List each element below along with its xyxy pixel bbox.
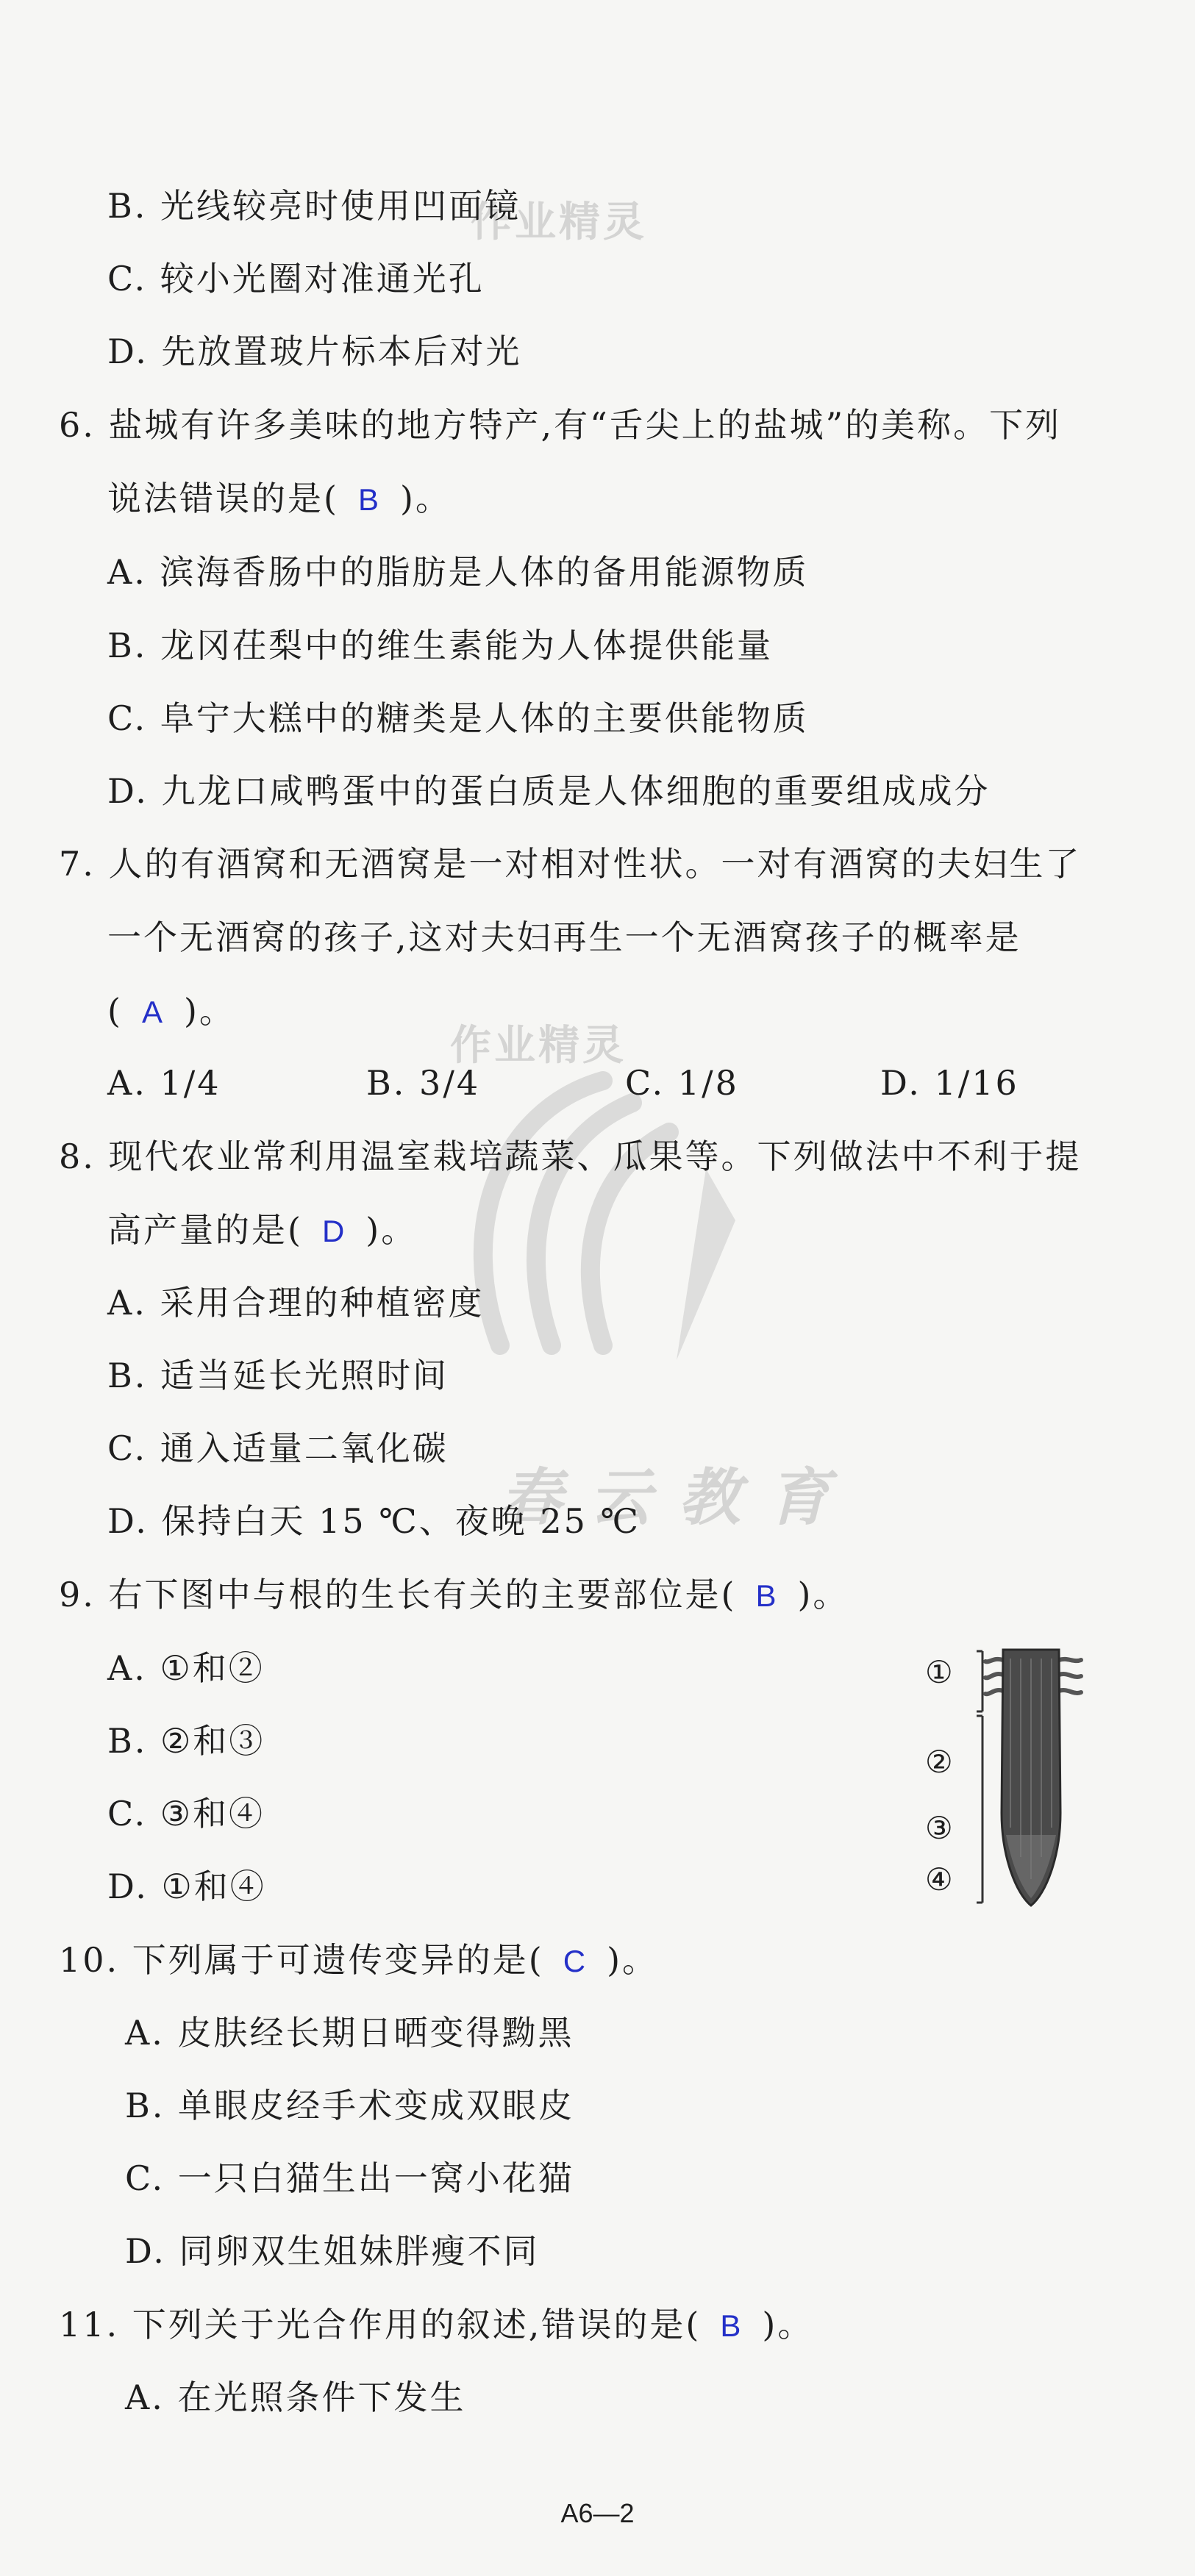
q10-stem (59, 1938, 658, 1983)
q7-option-b: B. 3/4 (366, 1063, 481, 1103)
root-label-2: ② (925, 1744, 953, 1780)
q7-stem-line2: 一个无酒窝的孩子,这对夫妇再生一个无酒窝孩子的概率是 (107, 917, 1021, 957)
q11-stem (59, 2303, 813, 2348)
q5-option-d: D. 先放置玻片标本后对光 (107, 332, 522, 371)
q8-stem-line2 (107, 1208, 417, 1253)
q6-option-d: D. 九龙口咸鸭蛋中的蛋白质是人体细胞的重要组成成分 (107, 771, 991, 811)
q8-option-a: A. 采用合理的种植密度 (107, 1283, 485, 1323)
q11-stem-end: )。 (762, 2305, 814, 2344)
q10-stem-text: 10. 下列属于可遗传变异的是( (59, 1940, 544, 1980)
q8-option-d: D. 保持白天 15 ℃、夜晚 25 ℃ (107, 1501, 641, 1541)
q5-option-c: C. 较小光圈对准通光孔 (107, 259, 485, 298)
q9-stem-end: )。 (797, 1575, 849, 1614)
q9-stem (59, 1573, 849, 1618)
q6-answer: B (357, 482, 381, 517)
root-tip-drawing (924, 1644, 1130, 1916)
q7-answer: A (141, 995, 165, 1029)
watermark-top: 作业精灵 (471, 198, 647, 246)
q7-stem-open: ( (107, 991, 123, 1031)
q6-option-a: A. 滨海香肠中的脂肪是人体的备用能源物质 (107, 552, 809, 592)
q8-stem-end: )。 (365, 1210, 418, 1250)
q8-stem-text: 高产量的是( (107, 1210, 303, 1250)
q7-stem-line3 (107, 989, 235, 1034)
watermark-logo (412, 1051, 794, 1463)
q9-option-c: C. ③和④ (107, 1794, 265, 1833)
q8-option-b: B. 适当延长光照时间 (107, 1356, 449, 1395)
q9-option-d: D. ①和④ (107, 1867, 266, 1906)
q11-answer: B (720, 2308, 743, 2343)
q9-answer: B (755, 1578, 779, 1613)
q10-option-a: A. 皮肤经长期日晒变得黝黑 (125, 2013, 574, 2053)
q6-stem-end: )。 (399, 479, 452, 518)
q10-option-c: C. 一只白猫生出一窝小花猫 (125, 2158, 574, 2198)
q7-option-a: A. 1/4 (107, 1063, 221, 1103)
q8-stem-line1: 8. 现代农业常利用温室栽培蔬菜、瓜果等。下列做法中不利于提 (59, 1137, 1082, 1176)
q10-option-d: D. 同卵双生姐妹胖瘦不同 (125, 2231, 540, 2271)
q7-stem-end: )。 (183, 991, 235, 1031)
q11-option-a: A. 在光照条件下发生 (125, 2378, 466, 2417)
page-number: A6—2 (560, 2498, 635, 2528)
q6-option-c: C. 阜宁大糕中的糖类是人体的主要供能物质 (107, 698, 809, 738)
q8-option-c: C. 通入适量二氧化碳 (107, 1428, 449, 1468)
q9-option-b: B. ②和③ (107, 1721, 265, 1761)
watermark-middle: 作业精灵 (450, 1022, 627, 1070)
q7-option-c: C. 1/8 (625, 1063, 739, 1103)
q6-stem-line2 (107, 476, 452, 522)
watermark-bottom: 春 云 教 育 (500, 1461, 832, 1534)
q6-stem-text: 说法错误的是( (107, 479, 339, 518)
root-label-3: ③ (925, 1810, 953, 1846)
q10-option-b: B. 单眼皮经手术变成双眼皮 (125, 2086, 575, 2125)
q10-answer: C (563, 1944, 588, 1978)
q9-option-a: A. ①和② (107, 1648, 265, 1688)
q7-stem-line1: 7. 人的有酒窝和无酒窝是一对相对性状。一对有酒窝的夫妇生了 (59, 844, 1082, 884)
root-label-4: ④ (925, 1861, 953, 1897)
q7-option-d: D. 1/16 (880, 1063, 1019, 1103)
q8-answer: D (321, 1214, 347, 1248)
q9-stem-text: 9. 右下图中与根的生长有关的主要部位是( (59, 1575, 737, 1614)
q11-stem-text: 11. 下列关于光合作用的叙述,错误的是( (59, 2305, 702, 2344)
root-tip-figure (924, 1644, 1130, 1916)
q5-option-b: B. 光线较亮时使用凹面镜 (107, 186, 521, 226)
q6-option-b: B. 龙冈茌梨中的维生素能为人体提供能量 (107, 626, 774, 665)
q10-stem-end: )。 (607, 1940, 659, 1980)
root-label-1: ① (925, 1654, 953, 1690)
q6-stem-line1: 6. 盐城有许多美味的地方特产,有“舌尖上的盐城”的美称。下列 (59, 405, 1062, 445)
